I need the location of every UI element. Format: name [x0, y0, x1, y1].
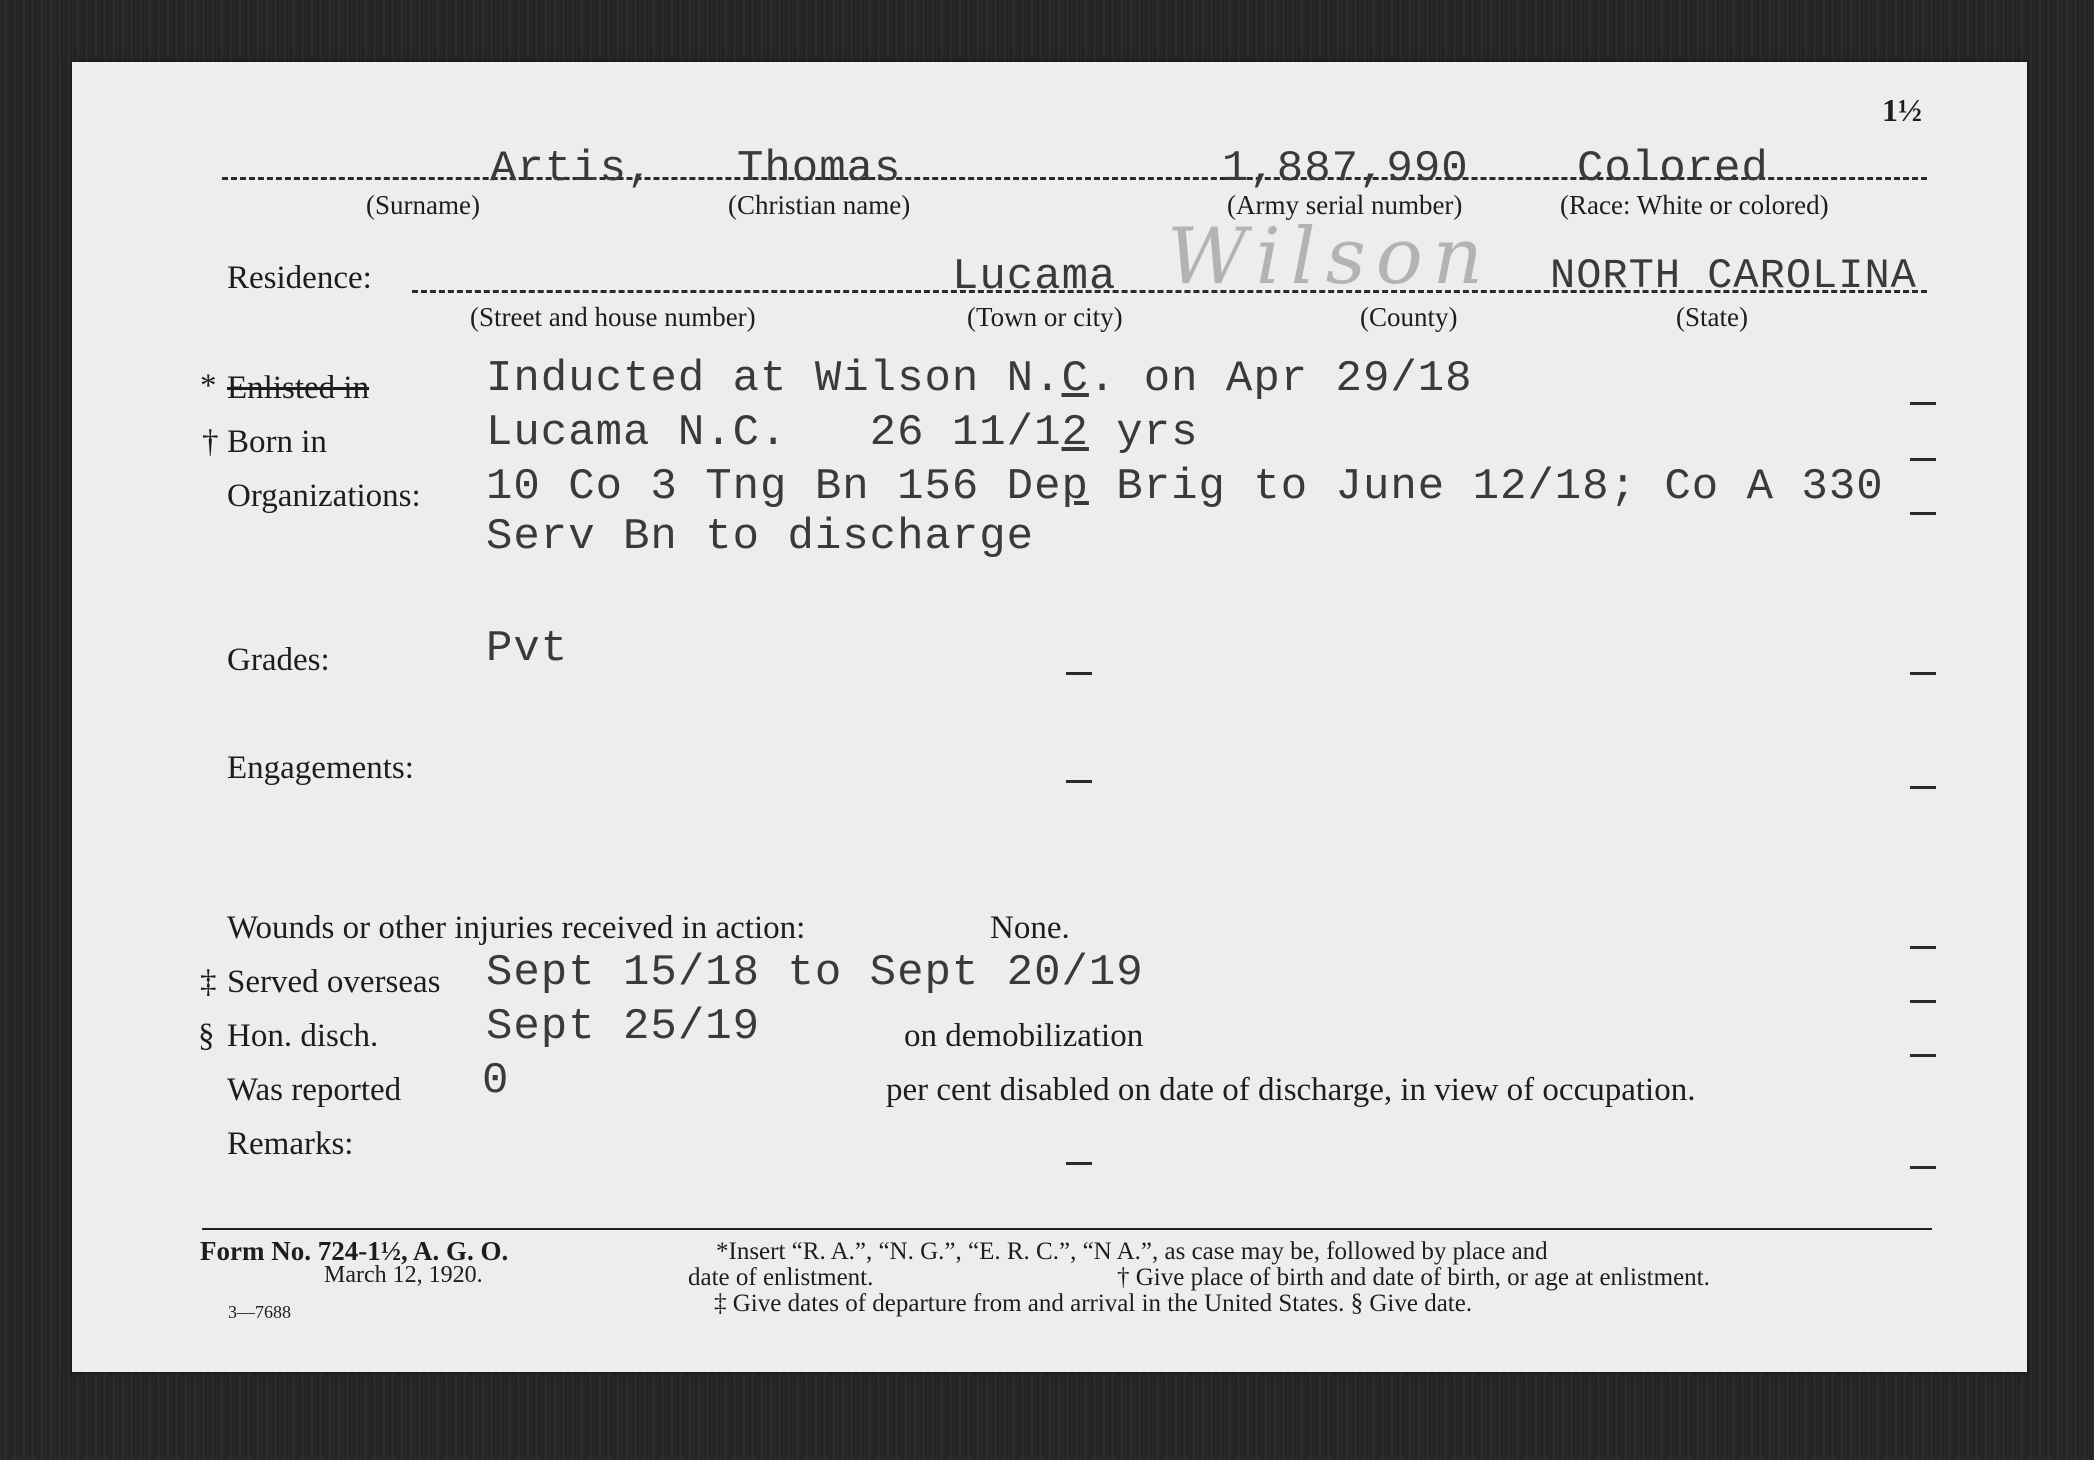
remarks-dash — [1910, 1166, 1936, 1169]
hon-disch-marker: § — [198, 1018, 215, 1054]
race-caption: (Race: White or colored) — [1560, 190, 1829, 220]
form-number: Form No. 724-1½, A. G. O. — [200, 1236, 509, 1266]
enlisted-marker: * — [200, 368, 217, 404]
reported-label: Was reported — [227, 1072, 402, 1108]
race-value: Colored — [1577, 144, 1769, 194]
organizations-label: Organizations: — [227, 478, 421, 514]
footer-rule — [202, 1228, 1932, 1230]
footer-note-2a: date of enlistment. — [688, 1264, 874, 1291]
overseas-dash — [1910, 1000, 1936, 1003]
organizations-line2: Serv Bn to discharge — [486, 512, 1035, 562]
county-caption: (County) — [1360, 302, 1458, 332]
remarks-label: Remarks: — [227, 1126, 354, 1162]
wounds-dash — [1910, 946, 1936, 949]
residence-label: Residence: — [227, 260, 372, 296]
reported-value: 0 — [482, 1056, 510, 1106]
overseas-label: Served overseas — [227, 964, 441, 1000]
town-caption: (Town or city) — [967, 302, 1123, 332]
christian-name-caption: (Christian name) — [728, 190, 911, 220]
page-number: 1½ — [1882, 92, 1922, 128]
hon-disch-dash — [1910, 1054, 1936, 1057]
grades-dash-mid — [1066, 672, 1092, 675]
grades-label: Grades: — [227, 642, 330, 678]
wounds-value: None. — [990, 910, 1070, 946]
surname-value: Artis, — [490, 144, 655, 194]
hon-disch-note: on demobilization — [904, 1018, 1144, 1054]
surname-caption: (Surname) — [366, 190, 480, 220]
footer-note-3: ‡ Give dates of departure from and arrival in the United States. § Give date. — [714, 1290, 1473, 1317]
enlisted-label: Enlisted in — [227, 370, 370, 406]
wounds-label: Wounds or other injuries received in action: — [227, 910, 806, 946]
christian-name-value: Thomas — [737, 144, 902, 194]
grades-value: Pvt — [486, 624, 569, 674]
residence-town-value: Lucama — [952, 252, 1117, 302]
serial-number-caption: (Army serial number) — [1227, 190, 1463, 220]
engagements-label: Engagements: — [227, 750, 414, 786]
reported-note: per cent disabled on date of discharge, in view of occupation. — [886, 1072, 1696, 1108]
overseas-value: Sept 15/18 to Sept 20/19 — [486, 948, 1144, 998]
street-caption: (Street and house number) — [470, 302, 756, 332]
grades-dash — [1910, 672, 1936, 675]
footer-note-1: *Insert “R. A.”, “N. G.”, “E. R. C.”, “N A.”, as case may be, followed by place and — [716, 1238, 1548, 1265]
residence-county-handwritten: Wilson — [1167, 212, 1493, 302]
organizations-dash — [1910, 512, 1936, 515]
overseas-marker: ‡ — [200, 964, 217, 1000]
residence-state-value: NORTH CAROLINA — [1550, 252, 1917, 300]
hon-disch-label: Hon. disch. — [227, 1018, 379, 1054]
engagements-dash-mid — [1066, 780, 1092, 783]
engagements-dash — [1910, 786, 1936, 789]
organizations-line1: 10 Co 3 Tng Bn 156 Dep Brig to June 12/18; Co A 330 — [486, 462, 1884, 512]
enlisted-dash — [1910, 402, 1936, 405]
state-caption: (State) — [1676, 302, 1748, 332]
serial-number-value: 1,887,990 — [1222, 144, 1469, 194]
born-value: Lucama N.C. 26 11/12 yrs — [486, 408, 1199, 458]
form-code: 3—7688 — [228, 1302, 291, 1322]
footer-note-2b: † Give place of birth and date of birth, or age at enlistment. — [1117, 1264, 1710, 1291]
remarks-dash-mid — [1066, 1162, 1092, 1165]
service-record-card — [72, 62, 2027, 1372]
born-dash — [1910, 458, 1936, 461]
form-date: March 12, 1920. — [324, 1262, 483, 1288]
hon-disch-value: Sept 25/19 — [486, 1002, 761, 1052]
born-label: Born in — [227, 424, 327, 460]
born-marker: † — [202, 424, 219, 460]
enlisted-value: Inducted at Wilson N.C. on Apr 29/18 — [486, 354, 1473, 404]
